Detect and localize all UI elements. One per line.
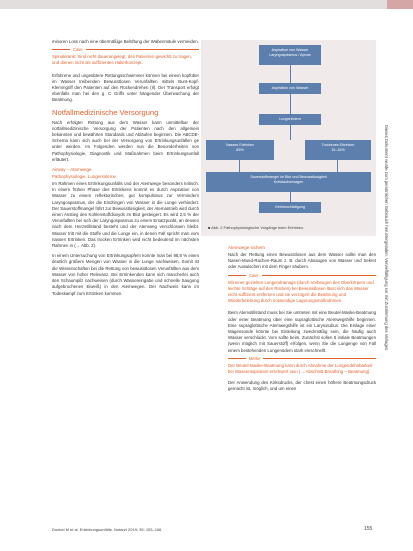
header-bar — [0, 0, 413, 9]
header-tab — [387, 0, 413, 9]
cave-tag: Cave — [246, 273, 262, 278]
copyright-notice: Dieses Dokument wurde zum persönlichen Gebrauch heruntergeladen. Vervielfältigung nur mit Zustimmung des Verlages. — [384, 125, 389, 352]
figure-arrow — [290, 65, 291, 83]
figure-box-label: Kreislaufversagen — [273, 180, 304, 184]
figure-arrow — [290, 94, 291, 114]
paragraph-rescue: Erfahrene und ungeübtere Rettungsschwimmer können bei einem kopfüber im Wasser treibenden Bewusstlosen Verunfallten mittels Bunt-Kopf-Klemmgriff den Patienten auf den Rückendrehen (Il). Der Transport erfolgt ebenfalls man hei den g. C Griffs unter hängender Überwachung der Beatmung. — [52, 72, 199, 103]
cave-tag: Cave — [70, 47, 86, 52]
cave-box-drainage — [228, 272, 376, 305]
figure-box-label: Laryngospasmus / Apnoe — [269, 53, 311, 57]
figure-box-label: 10–15% — [331, 148, 345, 152]
airway-secure-heading: Atemwege sichern — [228, 245, 266, 250]
figure-box-aspiration — [259, 45, 321, 65]
pathophysiology-figure — [201, 40, 376, 236]
section-title: Notfallmedizinische Versorgung — [52, 107, 159, 117]
paragraph-ventilation: Beim Atemstillstand muss bei Sie umtreten mit eine Beutel-Maske-Beatmung oder einer Beatmung über eine supraglottische Atemwegshilfe beginnen. Eine supraglottische Atemwegshilfe ist ein Larynxtubus. Die Einlage einer Magensonde könnte bei Einleitung zweckmäßig sein, die häufig auch Wasser verschluckt. Vom sollte beim. Zunächst sollen 5 initiale Beatmungen (wenn möglich mit Sauerstoff) erfolgen, wenn Sie die Lungenge von Fall einem bestehenden Lungenödem stark einschnellt. — [228, 310, 376, 353]
paragraph-study: In einem Untersuchung von Ertrinkungsopfern konnte man bei 98,8 % einen deutlich größere Mengen von Wasser in die Lunge nachweisen. Somit ist die Wissenschaften bei die Rettung von bewusstlosen Verunfällten aus dem Wasser von hoher Relevanz. Bei Ertrinkenden kann sich mancherlei auch den Schaumpilz nachweisen (durch Wassereingabe und schnelle Saugung aufgebrochenes Eiweiß) in den Atemwegen. Der Nachweis kann im Todeskampf zum Ertrinken kommen. — [52, 253, 199, 296]
intro-paragraph: minoren Loss nach eine übermäßige Belüftung der Wabenmäule vermeiden. — [52, 39, 199, 44]
right-column — [228, 243, 376, 397]
figure-box-aspiration-2 — [259, 83, 321, 94]
paragraph-suction: Nach der Rettung eines Bewusstlosen aus dem Wasser sollte man den Nasen-Mund-Rachen-Raum z. B. durch Absaugen von Wasser und Sekret oder Auswischen mit dem Finger säubern. — [228, 252, 376, 270]
figure-box-wet-drowning — [206, 140, 274, 160]
merke-tag: Merke — [246, 356, 263, 361]
footer-citation: Dunkel M et al. Ertrinkungsunfälle. Notarzt 2019; 35: 153–166 — [52, 527, 162, 532]
figure-box-label: 85% — [236, 148, 244, 152]
airway-heading: Airway – Atemwege — [52, 167, 92, 173]
figure-box-hypoxia — [206, 172, 371, 192]
patho-heading: Pathophysiologie, Lungenödeme — [52, 174, 116, 180]
figure-arrow — [239, 160, 240, 172]
figure-arrow — [290, 125, 291, 140]
figure-box-label: Nasses Ertrinken — [225, 143, 255, 147]
figure-caption: ■ Abb. 2 Pathophysiologische Vorgänge beim Ertrinken. — [208, 225, 305, 230]
figure-arrow — [290, 192, 291, 202]
figure-box-label: Aspiration von Wasser — [271, 48, 309, 52]
cave-text: Mit einer gezielten Lungendrainage (durch Vorbeugen des Oberkörpers und leichte Schläge auf den Rücken) bei Bewusstlosen lässt sich das Wasser nicht suffizient entfernen und sie verzögert die Beatmung und Wiederbelebung durch notwendige Lagerungsmaßnahmen. — [228, 279, 374, 304]
paragraph-intro-care: Nach erfolgter Rettung aus dem Wasser kann unmittelbar der notfallmedizinische Versorgung der Patienten nach den allgemein bekannten und bewährten Standards und Abläufen beginnen. Die ABCDE-Schema kann sich auch bei der Versorgung von Ertrinkungsunfällen ge unter werden. Im Folgenden werden nun die Besonderheiten von Pathophysiologie, Diagnostik und Maßnahmen beim Ertrinkungsunfall erläutert. — [52, 119, 199, 162]
figure-box-label: Aspiration von Wasser — [271, 86, 309, 90]
cave-box-spinal — [52, 49, 199, 66]
figure-box-lung-edema — [259, 114, 321, 125]
figure-box-label: Lungenödem — [279, 117, 301, 121]
figure-box-label: Gehirnschädigung — [275, 205, 305, 209]
figure-box-label: Trockenes Ertrinken — [321, 143, 355, 147]
paragraph-patho: Im Rahmen eines Ertrinkungsunfalls und der Atemwege besonders kritisch. In einem frühen Phase des Ertrinkens kommt es durch Aspiration von Wasser zu einem reflektorischen, gut kompulsivus zur Vermindern Laryngospasmus, der die Eindringen von Wasser in die Lunge verhindert. Der Sauerstoffmangel führt zur Bewusstlosigkeit, der Atemantrieb wird durch einen Anstieg des Kohlenstoffdioxyds im Blut gesteigert. Es wird 2,5 % der Verunfallten bei sich der Laryngospasmus zu einem Ersatzpunkt, an dessen nach dem Herzstillstand besteht und der Atemweg verschlossen bleibt. Wasser tritt mit die Stoffe und die Lunge ein, in denen Fall spricht man vom nassen Ertrinken. Das trocken Ertrinken wird nicht bedeutend im nächsten Rahmen in (→ Abb. 2). — [52, 181, 199, 249]
cave-text: Spinalerank: Sind nicht dauerangelegt, des Patienten gewichtt zu tragen, und dienen nicht als suffizientes Halterkonzept. — [52, 54, 193, 66]
left-column — [52, 39, 199, 301]
figure-box-dry-drowning — [305, 140, 371, 160]
figure-arrow — [337, 160, 338, 172]
page-number: 155 — [364, 526, 373, 532]
merke-box — [228, 355, 376, 375]
figure-box-label: Sauerstoffmangel im Blut und Bewusstlosigkeit — [250, 175, 327, 179]
figure-box-brain-damage — [259, 202, 321, 213]
paragraph-pressure: Der Anwendung des Kirksdrucks, der chest einen höhere Beatmungsdruck gemacht ist, möglich, und um einen — [228, 380, 376, 392]
merke-text: Der Beutel-Maske-Beatmung kann durch Abnahme der Lungendehnbarkeit bei Wasseraspiration erschwert sein (→ Abschnitt Breathing – Beatmung). — [228, 362, 373, 375]
